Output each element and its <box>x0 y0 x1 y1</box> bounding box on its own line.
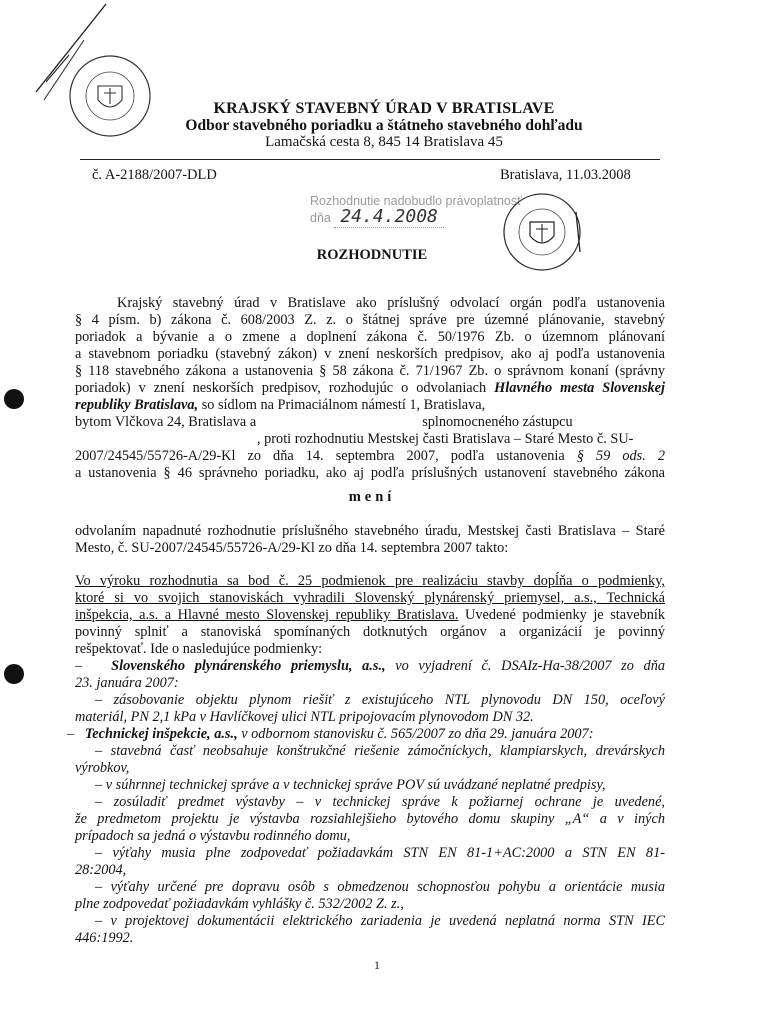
text-span: so sídlom na Primaciálnom námestí 1, Bratislava, <box>201 397 486 413</box>
text-line <box>75 414 665 431</box>
punch-hole <box>4 664 24 684</box>
condition-item: – výťahy určené pre dopravu osôb s obmedzenou schopnosťou pohybu a orientácie musia <box>95 879 665 895</box>
conditions-list <box>67 658 665 947</box>
text-span: , proti rozhodnutiu Mestskej časti Bratislava – Staré Mesto č. SU- <box>257 431 634 447</box>
text-line: a ustanovenia § 46 správneho poriadku, ako aj podľa príslušných ustanovení stavebného zákona <box>75 465 665 481</box>
handwritten-date: 24.4.2008 <box>334 206 444 228</box>
text-line <box>75 448 665 465</box>
page-number: 1 <box>374 958 380 972</box>
text-line <box>75 431 665 448</box>
text-line <box>75 397 665 414</box>
text-line: § 4 písm. b) zákona č. 608/2003 Z. z. o štátnej správe pre územné plánovanie, stavebný <box>75 312 665 328</box>
condition-item: – v súhrnnej technickej správe a v technickej správe POV sú uvádzané neplatné predpisy, <box>95 777 606 793</box>
org-ref: v odbornom stanovisku č. 565/2007 zo dňa 29. januára 2007: <box>241 726 594 742</box>
appellant-name: Hlavného mesta Slovenskej <box>494 380 665 396</box>
legal-effect-stamp-line: Rozhodnutie nadobudlo právoplatnosť <box>310 194 522 208</box>
org-name: Slovenského plynárenského priemyslu, a.s., <box>111 658 386 674</box>
dash: – <box>67 726 75 742</box>
condition-item: materiál, PN 2,1 kPa v Havlíčkovej ulici NTL pripojovacím plynovodom DN 32. <box>75 709 534 725</box>
condition-item: 28:2004, <box>75 862 127 878</box>
condition-item: – v projektovej dokumentácii elektrického zariadenia je uvedená neplatná norma STN IEC <box>95 913 665 929</box>
amendment-paragraph <box>75 573 665 658</box>
text-line: poriadok a bývanie a o zmene a doplnení zákona č. 50/1976 Zb. o územnom plánovaní <box>75 329 665 345</box>
text-span: Uvedené podmienky je stavebník <box>465 607 665 623</box>
text-line <box>75 607 665 624</box>
legal-reference: § 59 ods. 2 <box>576 448 665 464</box>
dash: – <box>75 658 83 674</box>
text-line: rešpektovať. Ide o nasledujúce podmienky: <box>75 641 323 657</box>
condition-org <box>67 726 665 743</box>
org-ref: vo vyjadrení č. DSAIz-Ha-38/2007 zo dňa <box>395 658 665 674</box>
header-rule <box>80 159 660 160</box>
appellant-name: republiky Bratislava, <box>75 397 199 413</box>
text-line: Vo výroku rozhodnutia sa bod č. 25 podmienok pre realizáciu stavby dopĺňa o podmienky, <box>75 573 665 589</box>
condition-item: – stavebná časť neobsahuje konštrukčné riešenie zámočníckych, klampiarskych, drevárskych <box>95 743 665 759</box>
condition-item: výrobkov, <box>75 760 130 776</box>
verdict: mení <box>348 489 396 505</box>
department-name: Odbor stavebného poriadku a štátneho stavebného dohľadu <box>185 117 583 134</box>
text-span: bytom Vlčkova 24, Bratislava a <box>75 414 257 430</box>
text-line: odvolaním napadnuté rozhodnutie príslušného stavebného úradu, Mestskej časti Bratislava – Staré <box>75 523 665 539</box>
punch-hole <box>4 389 24 409</box>
condition-item: 446:1992. <box>75 930 134 946</box>
text-line: Krajský stavebný úrad v Bratislave ako príslušný odvolací orgán podľa ustanovenia <box>117 295 665 311</box>
text-line: ktoré si vo svojich stanoviskách vyhradili Slovenský plynárenský priemysel, a.s., Technická <box>75 590 665 606</box>
condition-item: plne zodpovedať požiadavkám vyhlášky č. 532/2002 Z. z., <box>75 896 404 912</box>
text-span: inšpekcia, a.s. a Hlavné mesto Slovenskej republiky Bratislava. <box>75 607 459 623</box>
condition-org <box>75 658 665 675</box>
condition-item: že predmetom projektu je výstavba rozsiahlejšieho bytového domu skupiny „A“ a v iných <box>75 811 665 827</box>
condition-item: – zosúladiť predmet výstavby – v technickej správe k požiarnej ochrane je uvedené, <box>95 794 665 810</box>
place-date: Bratislava, 11.03.2008 <box>500 167 631 183</box>
decision-paragraph <box>75 523 665 557</box>
text-line: Mesto, č. SU-2007/24545/55726-A/29-Kl zo dňa 14. septembra 2007 takto: <box>75 540 509 556</box>
condition-item: – zásobovanie objektu plynom riešiť z existujúceho NTL plynovodu DN 150, oceľový <box>95 692 665 708</box>
legal-effect-stamp <box>310 193 522 226</box>
document-title: ROZHODNUTIE <box>316 247 428 263</box>
text-line: 23. januára 2007: <box>75 675 179 691</box>
text-span: poriadok) v znení neskorších predpisov, rozhodujúc o odvolaniach <box>75 380 487 396</box>
authority-address: Lamačská cesta 8, 845 14 Bratislava 45 <box>265 134 503 150</box>
text-span: splnomocneného zástupcu <box>422 414 573 430</box>
authority-name: KRAJSKÝ STAVEBNÝ ÚRAD V BRATISLAVE <box>213 100 555 117</box>
text-line: povinný splniť a stanoviská spomínaných dotknutých orgánov a organizácií je povinný <box>75 624 665 640</box>
text-span: 2007/24545/55726-A/29-Kl zo dňa 14. septembra 2007, podľa ustanovenia <box>75 448 565 464</box>
text-line <box>75 380 665 397</box>
condition-item: prípadoch sa jedná o výstavbu rodinného domu, <box>75 828 351 844</box>
legal-effect-stamp-prefix: dňa <box>310 211 331 225</box>
org-name: Technickej inšpekcie, a.s., <box>84 726 238 742</box>
condition-item: – výťahy musia plne zodpovedať požiadavkám STN EN 81-1+AC:2000 a STN EN 81- <box>95 845 665 861</box>
text-line: a stavebnom poriadku (stavebný zákon) v znení neskorších predpisov, ako aj podľa ustanovenia <box>75 346 665 362</box>
text-line: § 118 stavebného zákona a ustanovenia § 58 zákona č. 71/1967 Zb. o správnom konaní (správny <box>75 363 665 379</box>
reference-number: č. A-2188/2007-DLD <box>92 167 217 183</box>
intro-paragraph <box>75 295 665 482</box>
